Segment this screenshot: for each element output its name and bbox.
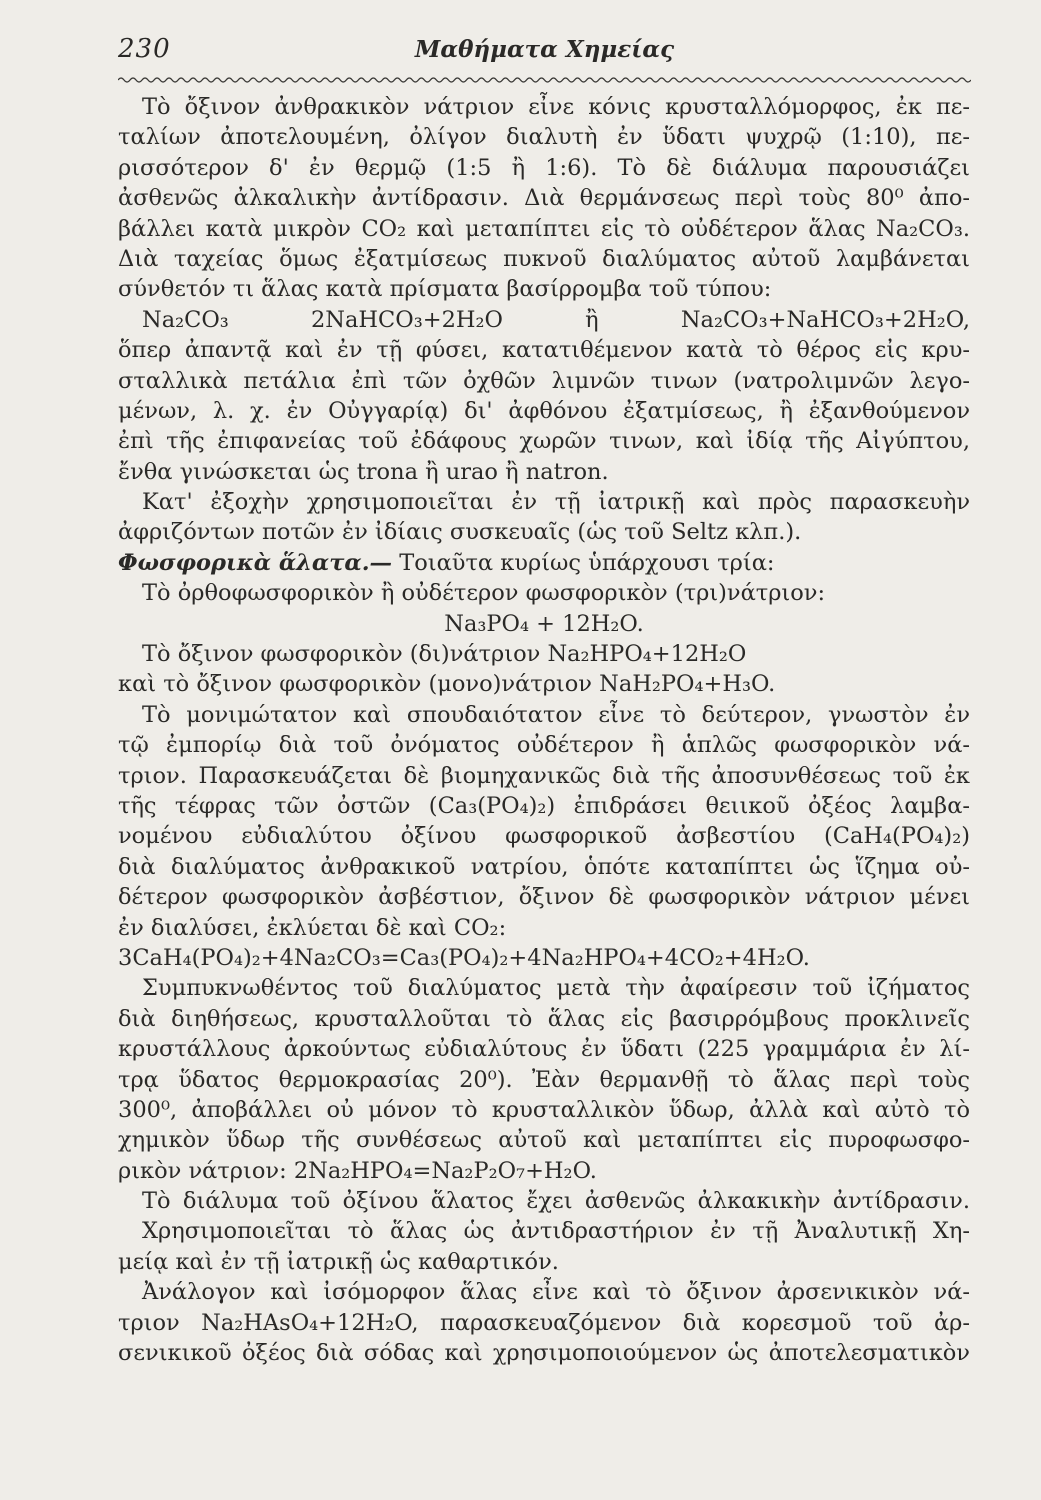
page-header [118, 34, 971, 74]
text-line: ρισσότερον δ' ἐν θερμῷ (1:5 ἢ 1:6). Τὸ δὲ διάλυμα παρουσιάζει [118, 154, 970, 181]
text-line: τρᾳ ὕδατος θερμοκρασίας 20⁰). Ἐὰν θερμανθῇ τὸ ἅλας περὶ τοὺς [118, 1066, 970, 1093]
text-line: 300⁰, ἀποβάλλει οὐ μόνον τὸ κρυσταλλικὸν ὕδωρ, ἀλλὰ καὶ αὐτὸ τὸ [118, 1096, 970, 1123]
text-line: ταλίων ἀποτελουμένη, ὀλίγον διαλυτὴ ἐν ὕδατι ψυχρῷ (1:10), πε- [118, 124, 970, 151]
text-line: Τὸ ὄξινον φωσφορικὸν (δι)νάτριον Na₂HPO₄+12H₂O [142, 641, 747, 668]
text-line: ἐν διαλύσει, ἐκλύεται δὲ καὶ CO₂: [118, 914, 507, 941]
text-line: ὅπερ ἀπαντᾷ καὶ ἐν τῇ φύσει, κατατιθέμενον κατὰ τὸ θέρος εἰς κρυ- [118, 337, 970, 364]
formula-line: Na₂CO₃ 2NaHCO₃+2H₂O ἢ Na₂CO₃+NaHCO₃+2H₂O, [142, 306, 970, 333]
text-line: Τὸ ὀρθοφωσφορικὸν ἢ οὐδέτερον φωσφορικὸν (τρι)νάτριον: [142, 580, 826, 607]
text-line: Χρησιμοποιεῖται τὸ ἅλας ὡς ἀντιδραστήριον ἐν τῇ Ἀναλυτικῇ Χη- [142, 1218, 970, 1245]
text-line: Συμπυκνωθέντος τοῦ διαλύματος μετὰ τὴν ἀφαίρεσιν τοῦ ἰζήματος [142, 975, 970, 1002]
text-line: Κατ' ἐξοχὴν χρησιμοποιεῖται ἐν τῇ ἰατρικῇ καὶ πρὸς παρασκευὴν [142, 489, 970, 516]
text-line: διὰ διαλύματος ἀνθρακικοῦ νατρίου, ὁπότε καταπίπτει ὡς ἵζημα οὐ- [118, 853, 970, 880]
text-line: Τὸ διάλυμα τοῦ ὀξίνου ἅλατος ἔχει ἀσθενῶς ἀλκακικὴν ἀντίδρασιν. [142, 1188, 970, 1215]
section-heading-phosphates: Φωσφορικὰ ἅλατα.— [118, 549, 393, 576]
text-line: τῷ ἐμπορίῳ διὰ τοῦ ὀνόματος οὐδέτερον ἢ ἁπλῶς φωσφορικὸν νά- [118, 732, 970, 759]
text-line: μένων, λ. χ. ἐν Οὐγγαρίᾳ) δι' ἀφθόνου ἐξατμίσεως, ἢ ἐξανθούμενον [118, 397, 970, 424]
text-line: καὶ τὸ ὄξινον φωσφορικὸν (μονο)νάτριον NaH₂PO₄+H₃O. [118, 671, 776, 698]
text-line: δέτερον φωσφορικὸν ἀσβέστιον, ὄξινον δὲ φωσφορικὸν νάτριον μένει [118, 884, 970, 911]
text-line: ἀφριζόντων ποτῶν ἐν ἰδίαις συσκευαῖς (ὡς τοῦ Seltz κλπ.). [118, 519, 802, 546]
text-line: νομένου εὐδιαλύτου ὀξίνου φωσφορικοῦ ἀσβεστίου (CaH₄(PO₄)₂) [118, 823, 970, 850]
text-line: σταλλικὰ πετάλια ἐπὶ τῶν ὀχθῶν λιμνῶν τινων (νατρολιμνῶν λεγο- [118, 367, 970, 394]
running-title: Μαθήματα Χημείας [414, 36, 675, 63]
text-line: ἐπὶ τῆς ἐπιφανείας τοῦ ἐδάφους χωρῶν τινων, καὶ ἰδίᾳ τῆς Αἰγύπτου, [118, 428, 970, 455]
formula-line: Na₃PO₄ + 12H₂O. [444, 610, 644, 637]
text-line: τῆς τέφρας τῶν ὀστῶν (Ca₃(PO₄)₂) ἐπιδράσει θειικοῦ ὀξέος λαμβα- [118, 792, 970, 819]
text-line: τριον. Παρασκευάζεται δὲ βιομηχανικῶς διὰ τῆς ἀποσυνθέσεως τοῦ ἐκ [118, 762, 970, 789]
body-text [118, 92, 970, 1368]
text-fragment: Τοιαῦτα κυρίως ὑπάρχουσι τρία: [399, 549, 775, 576]
text-line: κρυστάλλους ἀρκούντως εὐδιαλύτους ἐν ὕδατι (225 γραμμάρια ἐν λί- [118, 1036, 970, 1063]
text-line: σύνθετόν τι ἅλας κατὰ πρίσματα βασίρρομβα τοῦ τύπου: [118, 276, 772, 303]
page-number: 230 [118, 34, 171, 64]
text-line: ρικὸν νάτριον: 2Na₂HPO₄=Na₂P₂O₇+H₂O. [118, 1157, 597, 1184]
text-line: σενικικοῦ ὀξέος διὰ σόδας καὶ χρησιμοποιούμενον ὡς ἀποτελεσματικὸν [118, 1340, 970, 1367]
header-wavy-rule [118, 76, 971, 84]
text-line: μείᾳ καὶ ἐν τῇ ἰατρικῇ ὡς καθαρτικόν. [118, 1248, 559, 1275]
text-line: Διὰ ταχείας ὅμως ἐξατμίσεως πυκνοῦ διαλύματος αὐτοῦ λαμβάνεται [118, 245, 970, 272]
text-line: Τὸ μονιμώτατον καὶ σπουδαιότατον εἶνε τὸ δεύτερον, γνωστὸν ἐν [142, 701, 970, 728]
text-line: διὰ διηθήσεως, κρυσταλλοῦται τὸ ἅλας εἰς βασιρρόμβους προκλινεῖς [118, 1005, 970, 1032]
text-line: βάλλει κατὰ μικρὸν CO₂ καὶ μεταπίπτει εἰς τὸ οὐδέτερον ἅλας Na₂CO₃. [118, 215, 970, 242]
section-heading-line [118, 548, 970, 578]
text-line: χημικὸν ὕδωρ τῆς συνθέσεως αὐτοῦ καὶ μεταπίπτει εἰς πυροφωσφο- [118, 1127, 970, 1154]
text-line: Ἀνάλογον καὶ ἰσόμορφον ἅλας εἶνε καὶ τὸ ὄξινον ἀρσενικικὸν νά- [142, 1279, 970, 1306]
text-line: ἀσθενῶς ἀλκαλικὴν ἀντίδρασιν. Διὰ θερμάνσεως περὶ τοὺς 80⁰ ἀπο- [118, 185, 970, 212]
text-line: ἔνθα γινώσκεται ὡς trona ἢ urao ἢ natron. [118, 458, 609, 485]
text-line: Τὸ ὄξινον ἀνθρακικὸν νάτριον εἶνε κόνις κρυσταλλόμορφος, ἐκ πε- [142, 94, 970, 120]
formula-line: 3CaH₄(PO₄)₂+4Na₂CO₃=Ca₃(PO₄)₂+4Na₂HPO₄+4CO₂+4H₂O. [118, 944, 810, 971]
text-line: τριον Na₂HAsO₄+12H₂O, παρασκευαζόμενον διὰ κορεσμοῦ τοῦ ἀρ- [118, 1309, 970, 1336]
